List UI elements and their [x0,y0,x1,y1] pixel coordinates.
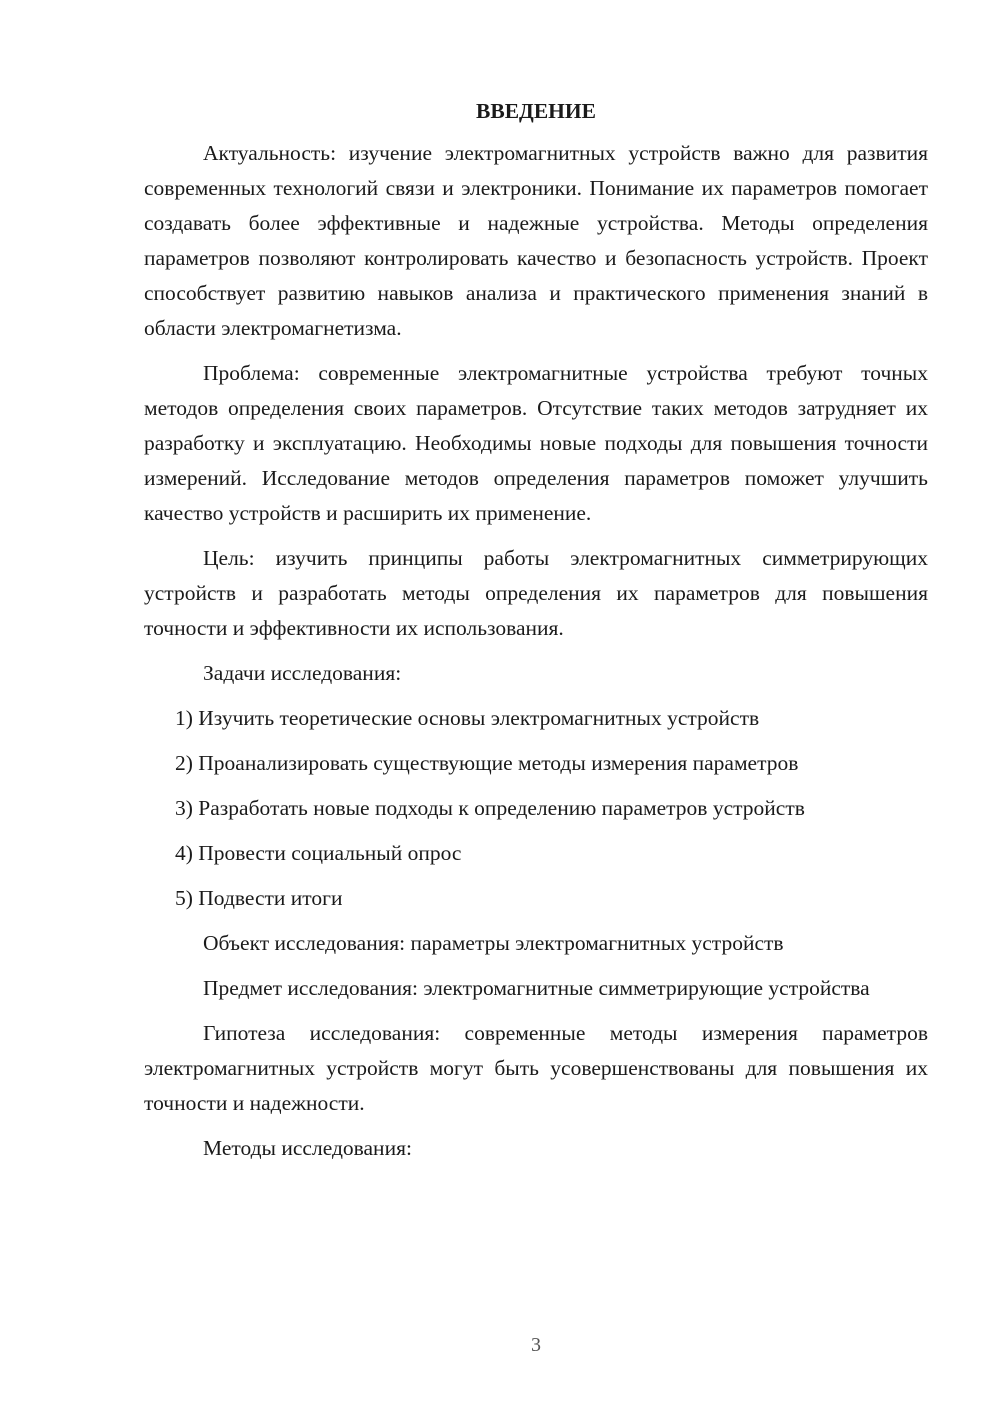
page-title: ВВЕДЕНИЕ [476,99,596,123]
document-page [144,96,928,1176]
task-item-2: 2) Проанализировать существующие методы измерения параметров [175,751,799,775]
paragraph-subject: Предмет исследования: электромагнитные симметрирующие устройства [203,976,870,1000]
task-item-1: 1) Изучить теоретические основы электромагнитных устройств [175,706,760,730]
page-number: 3 [531,1334,541,1356]
paragraph-hypothesis: Гипотеза исследования: современные методы измерения параметров электромагнитных устройств могут быть усовершенствованы для повышения их точности и надежности. [144,1021,928,1115]
paragraph-relevance: Актуальность: изучение электромагнитных устройств важно для развития современных технологий связи и электроники. Понимание их параметров помогает создавать более эффективные и надежные устройства. Методы определения параметров позволяют контролировать качество и безопасность устройств. Проект способствует развитию навыков анализа и практического применения знаний в области электромагнетизма. [144,141,928,340]
paragraph-problem: Проблема: современные электромагнитные устройства требуют точных методов определения своих параметров. Отсутствие таких методов затрудняет их разработку и эксплуатацию. Необходимы новые подходы для повышения точности измерений. Исследование методов определения параметров поможет улучшить качество устройств и расширить их применение. [144,361,928,525]
methods-heading: Методы исследования: [203,1136,412,1160]
task-item-4: 4) Провести социальный опрос [175,841,462,865]
task-item-3: 3) Разработать новые подходы к определению параметров устройств [175,796,805,820]
tasks-heading: Задачи исследования: [203,661,402,685]
paragraph-object: Объект исследования: параметры электромагнитных устройств [203,931,784,955]
task-item-5: 5) Подвести итоги [175,886,343,910]
paragraph-goal: Цель: изучить принципы работы электромагнитных симметрирующих устройств и разработать методы определения их параметров для повышения точности и эффективности их использования. [144,546,928,640]
